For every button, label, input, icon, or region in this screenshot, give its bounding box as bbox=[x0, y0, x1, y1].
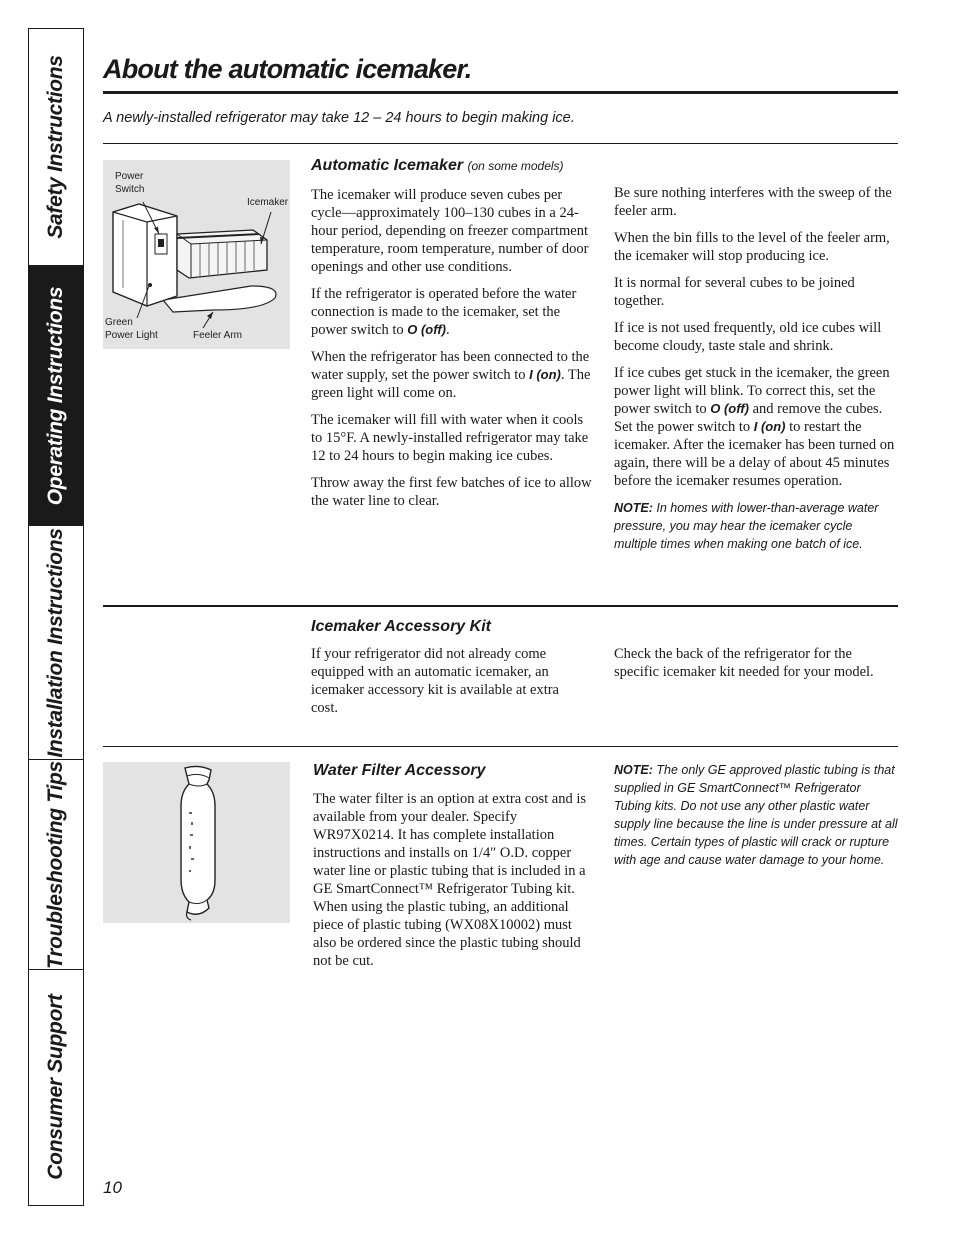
section-divider bbox=[103, 746, 898, 747]
callout-icemaker: Icemaker bbox=[247, 197, 289, 208]
paragraph: The water filter is an option at extra cost and is available from your dealer. Specify WR97X0214. It has complete installation instructions and installs on 1/4″ O.D. copper water line or plastic tubing that is included in a GE SmartConnect™ Refrigerator Tubing kit. When using the plastic tubing, an additional piece of plastic tubing (WX08X10002) must also be ordered since the plastic tubing should not be cut. bbox=[313, 791, 586, 969]
text: . bbox=[446, 322, 450, 338]
note-text: In homes with lower-than-average water pressure, you may hear the icemaker cycle multiple times when making one batch of ice. bbox=[614, 501, 879, 551]
section-heading-accessory-kit: Icemaker Accessory Kit bbox=[311, 618, 491, 635]
tab-label: Installation Instructions bbox=[44, 527, 67, 758]
tab-consumer-support[interactable] bbox=[29, 969, 83, 1204]
paragraph bbox=[311, 348, 596, 402]
text: If ice cubes get stuck in the icemaker, the green power light will blink. To correct this, set the power switch to bbox=[614, 365, 890, 417]
heading-subtext: (on some models) bbox=[467, 159, 564, 173]
tab-safety-instructions[interactable] bbox=[29, 29, 83, 265]
paragraph bbox=[311, 285, 596, 339]
callout-green-power-light bbox=[105, 316, 158, 342]
paragraph: Be sure nothing interferes with the sweep of the feeler arm. bbox=[614, 185, 892, 219]
section1-right-column bbox=[614, 184, 898, 562]
note-label: NOTE: bbox=[614, 763, 653, 777]
section3-right-column bbox=[614, 761, 898, 878]
note-label: NOTE: bbox=[614, 501, 653, 515]
text: . The green light will come on. bbox=[311, 367, 591, 401]
text: When the refrigerator has been connected to the water supply, set the power switch to bbox=[311, 349, 590, 383]
section1-left-column bbox=[311, 186, 596, 519]
note bbox=[614, 499, 898, 553]
paragraph: It is normal for several cubes to be joined together. bbox=[614, 275, 855, 309]
emphasis: O (off) bbox=[407, 322, 446, 337]
side-tabs bbox=[28, 28, 84, 1206]
callout-line: Switch bbox=[115, 184, 145, 195]
page-number: 10 bbox=[103, 1178, 122, 1197]
emphasis: I (on) bbox=[529, 367, 561, 382]
tab-label: Safety Instructions bbox=[44, 55, 67, 239]
paragraph: If your refrigerator did not already come equipped with an automatic icemaker, an icemaker accessory kit is available at extra cost. bbox=[311, 646, 559, 716]
tab-operating-instructions[interactable] bbox=[29, 265, 83, 525]
title-rule bbox=[103, 91, 898, 94]
heading-text: Automatic Icemaker bbox=[311, 157, 464, 174]
callout-power-switch bbox=[115, 170, 144, 196]
paragraph: The icemaker will produce seven cubes per cycle—approximately 100–130 cubes in a 24-hour period, depending on freezer compartment temperature, room temperature, number of door openings and other use conditions. bbox=[311, 187, 589, 275]
page-title: About the automatic icemaker. bbox=[103, 54, 472, 84]
callout-line: Green bbox=[105, 317, 133, 328]
callout-line: Power Light bbox=[105, 330, 158, 341]
section3-left-column bbox=[313, 790, 597, 979]
text: If the refrigerator is operated before the water connection is made to the icemaker, set the power switch to bbox=[311, 286, 577, 338]
paragraph: The icemaker will fill with water when it cools to 15°F. A newly-installed refrigerator may take 12 to 24 hours to begin making ice cubes. bbox=[311, 412, 589, 464]
section-heading-water-filter: Water Filter Accessory bbox=[313, 762, 486, 779]
paragraph: When the bin fills to the level of the feeler arm, the icemaker will stop producing ice. bbox=[614, 230, 890, 264]
water-filter-drawing bbox=[103, 762, 290, 923]
section2-right-column bbox=[614, 645, 876, 690]
text: and remove the cubes. Set the power switch to bbox=[614, 401, 883, 435]
section-heading-automatic-icemaker bbox=[311, 157, 564, 175]
tab-installation-instructions[interactable] bbox=[29, 525, 83, 759]
tab-troubleshooting-tips[interactable] bbox=[29, 759, 83, 969]
tab-label: Consumer Support bbox=[44, 994, 67, 1180]
paragraph: If ice is not used frequently, old ice cubes will become cloudy, taste stale and shrink. bbox=[614, 320, 882, 354]
water-filter-illustration bbox=[103, 762, 290, 923]
section-divider bbox=[103, 143, 898, 144]
tab-label: Operating Instructions bbox=[44, 286, 67, 505]
emphasis: O (off) bbox=[710, 401, 749, 416]
intro-text: A newly-installed refrigerator may take 12 – 24 hours to begin making ice. bbox=[103, 110, 575, 126]
section-divider bbox=[103, 605, 898, 607]
note bbox=[614, 761, 898, 869]
tab-label: Troubleshooting Tips bbox=[44, 760, 67, 969]
paragraph bbox=[614, 364, 898, 490]
section2-left-column bbox=[311, 645, 586, 726]
emphasis: I (on) bbox=[753, 419, 786, 434]
note-text: The only GE approved plastic tubing is that supplied in GE SmartConnect™ Refrigerator Tubing kits. Do not use any other plastic water supply line because the line is under pressure at all times. Certain types of plastic will crack or rupture with age and cause water damage to your home. bbox=[614, 763, 898, 867]
text: to restart the icemaker. After the icemaker has been turned on again, there will be a delay of about 45 minutes before the icemaker resumes operation. bbox=[614, 419, 895, 489]
paragraph: Throw away the first few batches of ice to allow the water line to clear. bbox=[311, 475, 592, 509]
callout-feeler-arm: Feeler Arm bbox=[193, 330, 242, 341]
icemaker-illustration bbox=[103, 160, 290, 349]
callout-line: Power bbox=[115, 171, 144, 182]
paragraph: Check the back of the refrigerator for the specific icemaker kit needed for your model. bbox=[614, 646, 874, 680]
